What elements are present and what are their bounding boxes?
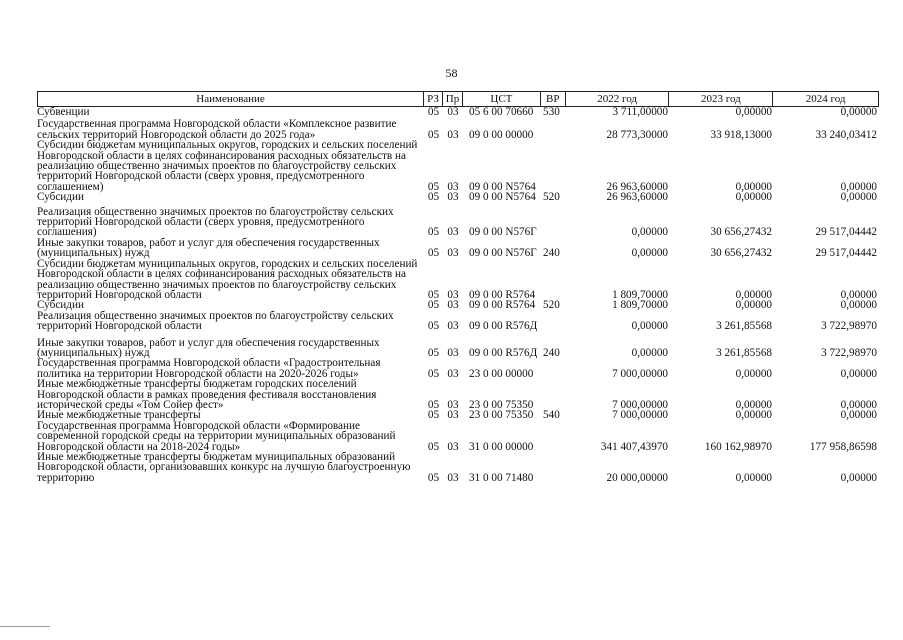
cell-vr: 520 — [543, 299, 560, 312]
cell-pr: 03 — [447, 191, 459, 204]
cell-vr: 240 — [543, 346, 560, 359]
cell-pr: 03 — [447, 471, 459, 484]
cell-rz: 05 — [427, 299, 440, 312]
table-row — [37, 259, 879, 301]
header-vr: ВР — [541, 92, 566, 106]
cell-name: Иные межбюджетные трансферты бюджетам муниципальных образований Новгородской области, организовавших конкурс на лучшую благоустроенную территорию — [37, 451, 411, 484]
cell-rz: 05 — [427, 346, 440, 359]
cell-y2023: 33 918,13000 — [710, 128, 772, 141]
cell-y2023: 0,00000 — [735, 471, 772, 484]
table-row — [37, 119, 879, 140]
cell-name: Реализация общественно значимых проектов по благоустройству сельских территорий Новгородской области (сверх уровня, предусмотренного соглашения) — [37, 205, 394, 239]
cell-cst: 09 0 00 N576Г — [469, 226, 537, 239]
cell-rz: 05 — [427, 226, 440, 239]
header-pr: Пр — [443, 92, 463, 106]
cell-vr: 520 — [543, 191, 560, 204]
cell-y2023: 0,00000 — [735, 180, 772, 193]
cell-y2024: 33 240,03412 — [815, 128, 877, 141]
cell-pr: 03 — [447, 398, 459, 411]
cell-pr: 03 — [447, 106, 459, 118]
cell-y2023: 0,00000 — [735, 288, 772, 301]
cell-y2022: 7 000,00000 — [612, 409, 668, 422]
cell-name: Иные закупки товаров, работ и услуг для обеспечения государственных (муниципальных) нужд — [37, 236, 380, 260]
cell-rz: 05 — [427, 288, 440, 301]
cell-y2022: 0,00000 — [631, 320, 668, 333]
table-row — [37, 358, 879, 379]
cell-pr: 03 — [447, 226, 459, 239]
cell-y2023: 0,00000 — [735, 367, 772, 380]
cell-pr: 03 — [447, 367, 459, 380]
cell-cst: 23 0 00 00000 — [469, 367, 534, 380]
header-2022: 2022 год — [566, 92, 670, 106]
cell-pr: 03 — [447, 320, 459, 333]
table-row — [37, 238, 879, 259]
cell-rz: 05 — [427, 191, 440, 204]
cell-cst: 23 0 00 75350 — [469, 398, 534, 411]
cell-y2022: 7 000,00000 — [612, 367, 668, 380]
header-2023: 2023 год — [669, 92, 773, 106]
cell-cst: 31 0 00 00000 — [469, 440, 534, 453]
cell-y2024: 0,00000 — [840, 409, 877, 422]
cell-y2024: 3 722,98970 — [821, 320, 877, 333]
cell-y2024: 0,00000 — [840, 398, 877, 411]
cell-name: Субсидии бюджетам муниципальных округов, городских и сельских поселений Новгородской области в целях софинансирования расходных обязательств на реализацию общественно значимых проектов по благоустройству сельских территорий Новгородской области (сверх уровня, предусмотренного соглашением) — [37, 139, 418, 193]
cell-cst: 09 0 00 N576Г — [469, 247, 537, 260]
cell-y2024: 0,00000 — [840, 180, 877, 193]
table-row — [37, 338, 879, 359]
table-row — [37, 421, 879, 452]
cell-name: Субсидии бюджетам муниципальных округов, городских и сельских поселений Новгородской области в целях софинансирования расходных обязательств на реализацию общественно значимых проектов по благоустройству сельских территорий Новгородской области — [37, 257, 418, 301]
cell-y2022: 26 963,60000 — [606, 191, 668, 204]
cell-cst: 09 0 00 R5764 — [469, 299, 536, 312]
cell-y2023: 30 656,27432 — [710, 247, 772, 260]
budget-table — [37, 91, 879, 483]
cell-y2023: 3 261,85568 — [716, 346, 772, 359]
cell-vr: 540 — [543, 409, 560, 422]
cell-rz: 05 — [427, 398, 440, 411]
cell-rz: 05 — [427, 128, 440, 141]
cell-cst: 09 0 00 N5764 — [469, 180, 536, 193]
cell-y2022: 1 809,70000 — [612, 299, 668, 312]
cell-name: Иные межбюджетные трансферты — [37, 409, 201, 422]
cell-y2023: 30 656,27432 — [710, 226, 772, 239]
cell-rz: 05 — [427, 106, 440, 118]
cell-pr: 03 — [447, 346, 459, 359]
cell-y2023: 0,00000 — [735, 398, 772, 411]
table-row — [37, 107, 879, 117]
cell-y2024: 29 517,04442 — [815, 226, 877, 239]
cell-cst: 09 0 00 N5764 — [469, 191, 536, 204]
page-number: 58 — [445, 66, 458, 80]
header-cst: ЦСТ — [463, 92, 541, 106]
cell-y2024: 0,00000 — [840, 288, 877, 301]
cell-name: Реализация общественно значимых проектов по благоустройству сельских территорий Новгородской области — [37, 309, 394, 333]
cell-pr: 03 — [447, 247, 459, 260]
cell-y2022: 0,00000 — [631, 346, 668, 359]
cell-y2024: 0,00000 — [840, 106, 877, 118]
cell-cst: 09 0 00 R576Д — [469, 346, 538, 359]
cell-y2023: 3 261,85568 — [716, 320, 772, 333]
cell-name: Государственная программа Новгородской области «Комплексное развитие сельских территорий Новгородской области до 2025 года» — [37, 118, 397, 141]
cell-cst: 23 0 00 75350 — [469, 409, 534, 422]
table-row — [37, 452, 879, 483]
cell-cst: 31 0 00 71480 — [469, 471, 534, 484]
cell-y2024: 0,00000 — [840, 191, 877, 204]
cell-y2024: 29 517,04442 — [815, 247, 877, 260]
cell-y2024: 3 722,98970 — [821, 346, 877, 359]
cell-rz: 05 — [427, 247, 440, 260]
cell-y2022: 20 000,00000 — [606, 471, 668, 484]
footnote-divider — [0, 626, 50, 627]
table-body — [37, 107, 879, 483]
cell-pr: 03 — [447, 440, 459, 453]
cell-pr: 03 — [447, 409, 459, 422]
cell-y2023: 0,00000 — [735, 191, 772, 204]
cell-pr: 03 — [447, 288, 459, 301]
cell-y2022: 0,00000 — [631, 247, 668, 260]
cell-y2022: 28 773,30000 — [606, 128, 668, 141]
cell-y2022: 0,00000 — [631, 226, 668, 239]
cell-y2023: 0,00000 — [735, 106, 772, 118]
table-row — [37, 311, 879, 332]
header-2024: 2024 год — [805, 93, 846, 105]
cell-name: Иные закупки товаров, работ и услуг для обеспечения государственных (муниципальных) нужд — [37, 336, 380, 359]
cell-y2022: 341 407,43970 — [600, 440, 668, 453]
header-name: Наименование — [38, 92, 424, 106]
cell-y2022: 3 711,00000 — [612, 106, 668, 118]
cell-name: Государственная программа Новгородской области «Градостроительная политика на территории Новгородской области на 2020-2026 годы» — [37, 357, 381, 380]
table-row — [37, 207, 879, 238]
table-row — [37, 140, 879, 192]
cell-y2022: 7 000,00000 — [612, 398, 668, 411]
header-rz: РЗ — [424, 92, 443, 106]
cell-name: Субсидии — [37, 191, 84, 204]
table-row — [37, 379, 879, 410]
cell-pr: 03 — [447, 128, 459, 141]
cell-rz: 05 — [427, 320, 440, 333]
cell-cst: 09 0 00 R5764 — [469, 288, 536, 301]
cell-cst: 09 0 00 R576Д — [469, 320, 538, 333]
cell-rz: 05 — [427, 409, 440, 422]
cell-rz: 05 — [427, 180, 440, 193]
cell-y2023: 0,00000 — [735, 299, 772, 312]
cell-y2024: 177 958,86598 — [809, 440, 877, 453]
cell-y2024: 0,00000 — [840, 367, 877, 380]
cell-y2022: 1 809,70000 — [612, 288, 668, 301]
cell-cst: 05 6 00 70660 — [469, 106, 534, 118]
cell-name: Субвенции — [37, 106, 90, 118]
cell-cst: 09 0 00 00000 — [469, 128, 534, 141]
cell-y2023: 0,00000 — [735, 409, 772, 422]
cell-y2023: 160 162,98970 — [704, 440, 772, 453]
table-row — [37, 192, 879, 202]
cell-y2022: 26 963,60000 — [606, 180, 668, 193]
cell-pr: 03 — [447, 180, 459, 193]
cell-y2024: 0,00000 — [840, 299, 877, 312]
cell-y2024: 0,00000 — [840, 471, 877, 484]
cell-rz: 05 — [427, 471, 440, 484]
cell-name: Иные межбюджетные трансферты бюджетам городских поселений Новгородской области в рамках проведения фестиваля восстановления исторической среды «Том Сойер фест» — [37, 378, 377, 411]
cell-pr: 03 — [447, 299, 459, 312]
table-header — [37, 91, 879, 107]
cell-vr: 240 — [543, 247, 560, 260]
cell-name: Субсидии — [37, 299, 84, 312]
cell-rz: 05 — [427, 440, 440, 453]
cell-vr: 530 — [543, 106, 560, 118]
cell-name: Государственная программа Новгородской области «Формирование современной городской среды на территории муниципальных образований Новгородской области на 2018-2024 годы» — [37, 419, 396, 453]
cell-rz: 05 — [427, 367, 440, 380]
